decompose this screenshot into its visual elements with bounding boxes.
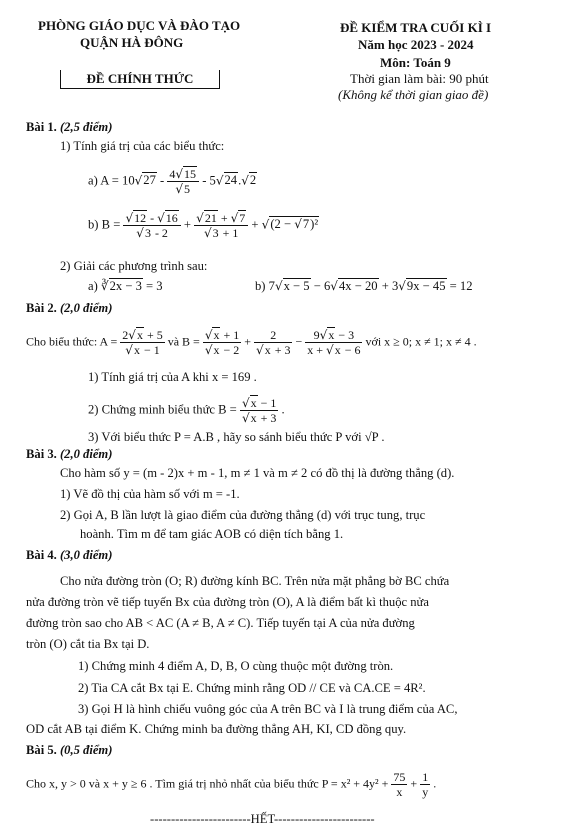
bai1-equation-b: b) 7√x − 5 − 6√4x − 20 + 3√9x − 45 = 12 (255, 279, 473, 293)
bai4-para-line2: nửa đường tròn vẽ tiếp tuyến Bx của đường tròn (O), A là điểm bất kì thuộc nửa (26, 595, 429, 609)
bai1-heading: Bài 1. (2,5 điểm) (26, 120, 113, 134)
exam-duration: Thời gian làm bài: 90 phút (350, 71, 489, 86)
bai2-heading: Bài 2. (2,0 điểm) (26, 301, 113, 315)
duration-note: (Không kể thời gian giao đề) (338, 87, 489, 102)
bai4-para-line1: Cho nửa đường tròn (O; R) đường kính BC. Trên nửa mặt phẳng bờ BC chứa (60, 574, 450, 588)
bai3-intro: Cho hàm số y = (m - 2)x + m - 1, m ≠ 1 và m ≠ 2 có đồ thị là đường thẳng (d). (60, 466, 455, 480)
bai3-q2-line1: 2) Gọi A, B lần lượt là giao điểm của đường thẳng (d) với trục tung, trục (60, 508, 426, 522)
bai3-q1: 1) Vẽ đồ thị của hàm số với m = -1. (60, 487, 240, 501)
school-year: Năm học 2023 - 2024 (358, 37, 474, 52)
bai1-expression-b: b) B = $\frac{√12 - √16}{√3 - 2}$ + $\frac{√21 + √7}{√3 + 1}$ + √(2 − √7)² (88, 211, 319, 240)
bai4-para-line3: đường tròn sao cho AB < AC (A ≠ B, A ≠ C). Tiếp tuyến tại A của nửa đường (26, 616, 415, 630)
district-name: QUẬN HÀ ĐÔNG (80, 35, 184, 50)
bai4-q1: 1) Chứng minh 4 điểm A, D, B, O cùng thuộc một đường tròn. (78, 659, 394, 673)
end-marker: ------------------------HẾT------------------------ (150, 812, 375, 826)
bai4-para-line4: tròn (O) cắt tia Bx tại D. (26, 637, 150, 651)
official-box (60, 70, 220, 89)
bai5-problem: Cho x, y > 0 và x + y ≥ 6 . Tìm giá trị nhỏ nhất của biểu thức P = x² + 4y² + $\frac{75}{x}$ + $\frac{1}{y}$ . (26, 770, 437, 799)
school-department: PHÒNG GIÁO DỤC VÀ ĐÀO TẠO (38, 18, 241, 33)
bai2-q1: 1) Tính giá trị của A khi x = 169 . (88, 370, 257, 384)
subject: Môn: Toán 9 (380, 55, 451, 70)
bai4-heading: Bài 4. (3,0 điểm) (26, 548, 113, 562)
exam-title: ĐỀ KIỂM TRA CUỐI KÌ I (340, 20, 492, 35)
official-label: ĐỀ CHÍNH THỨC (86, 71, 194, 86)
bai1-equation-a: a) ∛2x − 3 = 3 (88, 279, 163, 293)
bai3-heading: Bài 3. (2,0 điểm) (26, 447, 113, 461)
bai3-q2-line2: hoành. Tìm m để tam giác AOB có diện tích bằng 1. (80, 527, 344, 541)
bai1-q2: 2) Giải các phương trình sau: (60, 259, 208, 273)
bai2-q3: 3) Với biểu thức P = A.B , hãy so sánh biểu thức P với √P . (88, 430, 385, 444)
bai4-q3-line2: OD cắt AB tại điểm K. Chứng minh ba đường thẳng AH, KI, CD đồng quy. (26, 722, 407, 736)
bai1-expression-a: a) A = 10√27 - $\frac{4√15}{√5}$ - 5√24.√2 (88, 167, 257, 196)
bai2-q2: 2) Chứng minh biểu thức B = $\frac{√x - 1}{√x + 3}$ . (88, 396, 285, 425)
bai4-q3-line1: 3) Gọi H là hình chiếu vuông góc của A trên BC và I là trung điểm của AC, (78, 702, 458, 716)
bai1-q1: 1) Tính giá trị của các biểu thức: (60, 139, 225, 153)
bai5-heading: Bài 5. (0,5 điểm) (26, 743, 113, 757)
bai2-expressions: Cho biểu thức: A = $\frac{2√x + 5}{√x - 1}$ và B = $\frac{√x + 1}{√x - 2}$ + $\frac{2}{√x + 3}$ − $\frac{9√x - 3}{x + √x - 6}$ với x ≥ 0; x ≠ 1; x ≠ 4 . (26, 328, 477, 357)
bai4-q2: 2) Tia CA cắt Bx tại E. Chứng minh rằng OD // CE và CA.CE = 4R². (78, 681, 426, 695)
